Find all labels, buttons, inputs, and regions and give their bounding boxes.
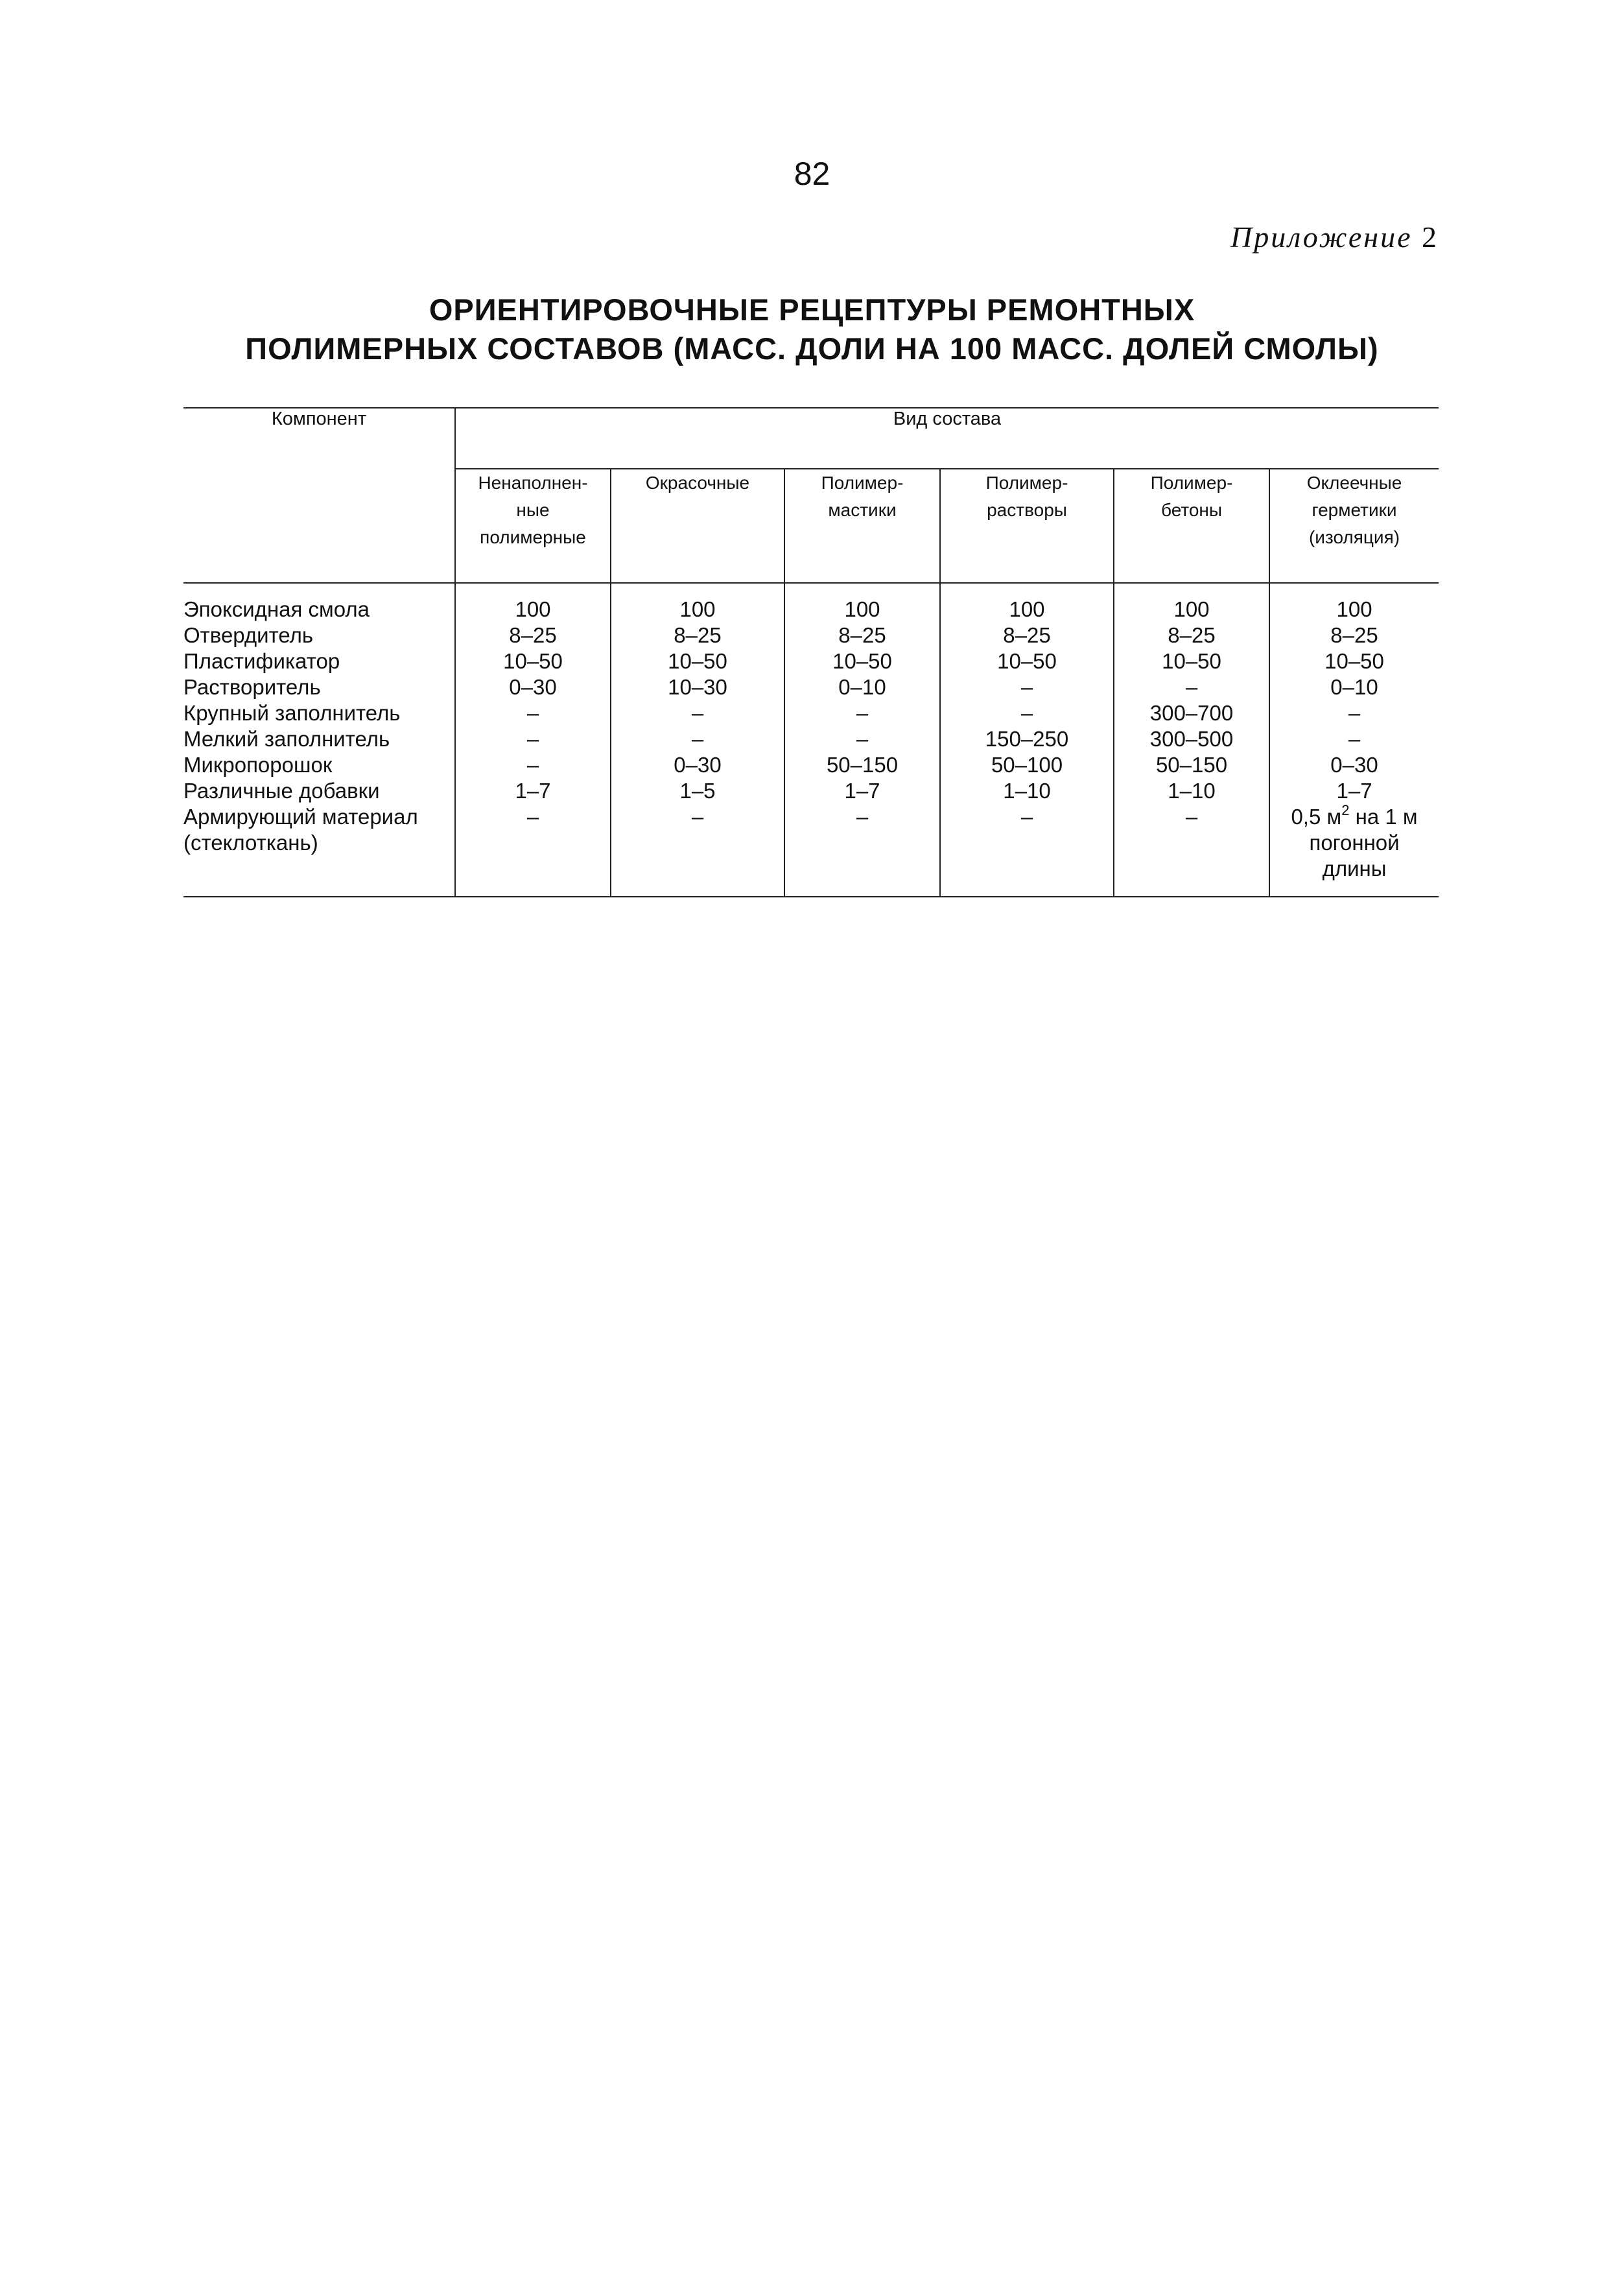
row-label-line: Различные добавки <box>183 779 380 803</box>
column-header-line: Ненаполнен- <box>478 473 588 493</box>
cell-line: погонной <box>1309 831 1400 855</box>
table-cell: – <box>1114 804 1269 897</box>
appendix-word: Приложение <box>1230 220 1413 254</box>
column-header-line: Полимер- <box>1150 473 1233 493</box>
column-header-line: ные <box>516 500 550 520</box>
table-row <box>183 622 1439 648</box>
column-header-line: (изоляция) <box>1308 527 1400 547</box>
table-cell: 0–30 <box>455 674 611 700</box>
table-cell: 100 <box>455 583 611 622</box>
table-cell: 10–50 <box>611 648 784 674</box>
page-number: 82 <box>794 156 830 192</box>
table-cell: 10–50 <box>1324 649 1384 673</box>
column-header-line: бетоны <box>1160 500 1223 520</box>
row-label <box>183 752 455 778</box>
table-cell: 100 <box>1114 583 1269 622</box>
table-cell: 50–150 <box>1114 752 1269 778</box>
table-cell: 1–10 <box>1114 778 1269 804</box>
row-label-line: Крупный заполнитель <box>183 701 401 725</box>
table-header <box>183 408 1439 583</box>
table-row <box>183 726 1439 752</box>
table-row <box>183 674 1439 700</box>
table-cell: 300–500 <box>1114 726 1269 752</box>
table-cell: 8–25 <box>611 622 784 648</box>
table-body <box>183 583 1439 897</box>
column-header-line: мастики <box>828 500 897 520</box>
table-cell: – <box>611 700 784 726</box>
table-cell: 0–10 <box>784 674 940 700</box>
table-cell: 0–10 <box>1330 675 1378 699</box>
appendix-number: 2 <box>1422 220 1439 254</box>
table-cell: 150–250 <box>940 726 1114 752</box>
table-cell: 300–700 <box>1114 700 1269 726</box>
row-label <box>183 648 455 674</box>
table-cell: 1–10 <box>940 778 1114 804</box>
column-header-1 <box>455 469 611 583</box>
table-cell: – <box>455 700 611 726</box>
appendix-label <box>1230 219 1439 255</box>
row-label-line: Отвердитель <box>183 623 314 647</box>
column-header-6 <box>1269 469 1439 583</box>
table-cell: – <box>455 804 611 897</box>
title-line-1: ОРИЕНТИРОВОЧНЫЕ РЕЦЕПТУРЫ РЕМОНТНЫХ <box>429 292 1195 327</box>
table-cell: 10–50 <box>940 648 1114 674</box>
component-column-header: Компонент <box>183 408 455 583</box>
table-cell: 8–25 <box>455 622 611 648</box>
table-cell: 0–30 <box>1330 753 1378 777</box>
table-cell: – <box>784 700 940 726</box>
column-header-2 <box>611 469 784 583</box>
table-cell: 1–7 <box>1336 779 1372 803</box>
table-cell: – <box>455 726 611 752</box>
column-header-line: Окрасочные <box>645 473 750 493</box>
row-label-line: (стеклоткань) <box>183 831 318 855</box>
table-cell: – <box>611 726 784 752</box>
column-header-4 <box>940 469 1114 583</box>
table-cell <box>1269 804 1439 897</box>
row-label-line: Армирующий материал <box>183 805 418 829</box>
column-header-line: Полимер- <box>821 473 904 493</box>
table-cell: 8–25 <box>940 622 1114 648</box>
table-cell: 100 <box>611 583 784 622</box>
row-label-line: Растворитель <box>183 675 321 699</box>
table-cell: – <box>940 804 1114 897</box>
row-label <box>183 583 455 622</box>
table-cell: 100 <box>784 583 940 622</box>
row-label <box>183 622 455 648</box>
table-cell: 1–7 <box>784 778 940 804</box>
table-cell: – <box>611 804 784 897</box>
table-cell: – <box>1348 701 1361 725</box>
cell-text: на 1 м <box>1349 805 1418 829</box>
table-cell: – <box>455 752 611 778</box>
row-label <box>183 778 455 804</box>
column-header-line: растворы <box>987 500 1067 520</box>
table-row <box>183 700 1439 726</box>
table-cell: 10–50 <box>455 648 611 674</box>
table-cell: 50–150 <box>784 752 940 778</box>
table-cell: 8–25 <box>1330 623 1378 647</box>
row-label-line: Мелкий заполнитель <box>183 727 390 751</box>
table-cell: – <box>784 804 940 897</box>
composition-type-header: Вид состава <box>455 408 1439 469</box>
table-cell: 10–50 <box>1114 648 1269 674</box>
row-label <box>183 700 455 726</box>
document-title <box>0 290 1624 368</box>
row-label <box>183 674 455 700</box>
table-cell: – <box>1348 727 1361 751</box>
cell-line <box>1270 804 1439 830</box>
table-cell: – <box>784 726 940 752</box>
column-header-3 <box>784 469 940 583</box>
table-cell: – <box>1114 674 1269 700</box>
column-header-5 <box>1114 469 1269 583</box>
row-label <box>183 726 455 752</box>
table-row <box>183 752 1439 778</box>
row-label-line: Эпоксидная смола <box>183 597 370 621</box>
table-row <box>183 648 1439 674</box>
superscript: 2 <box>1341 802 1350 818</box>
column-header-line: герметики <box>1312 500 1397 520</box>
column-header-line: Полимер- <box>985 473 1068 493</box>
cell-text: 0,5 м <box>1291 805 1342 829</box>
table-cell: – <box>940 700 1114 726</box>
table-row <box>183 778 1439 804</box>
table-cell: 1–7 <box>455 778 611 804</box>
table-cell: 50–100 <box>940 752 1114 778</box>
table-cell: – <box>940 674 1114 700</box>
column-header-line: полимерные <box>480 527 586 547</box>
table-cell: 10–30 <box>611 674 784 700</box>
title-line-2: ПОЛИМЕРНЫХ СОСТАВОВ (МАСС. ДОЛИ НА 100 МАСС. ДОЛЕЙ СМОЛЫ) <box>245 331 1379 366</box>
table-cell: 8–25 <box>1114 622 1269 648</box>
row-label <box>183 804 455 897</box>
row-label-line: Микропорошок <box>183 753 333 777</box>
table-row <box>183 804 1439 897</box>
recipes-table <box>183 407 1439 897</box>
column-header-line: Оклеечные <box>1306 473 1402 493</box>
table-cell: 100 <box>940 583 1114 622</box>
table-cell: 0–30 <box>611 752 784 778</box>
table-cell: 1–5 <box>611 778 784 804</box>
table-cell: 8–25 <box>784 622 940 648</box>
row-label-line: Пластификатор <box>183 649 340 673</box>
table-cell: 10–50 <box>784 648 940 674</box>
table-cell: 100 <box>1336 597 1372 621</box>
table-row <box>183 583 1439 622</box>
cell-line: длины <box>1322 857 1387 881</box>
